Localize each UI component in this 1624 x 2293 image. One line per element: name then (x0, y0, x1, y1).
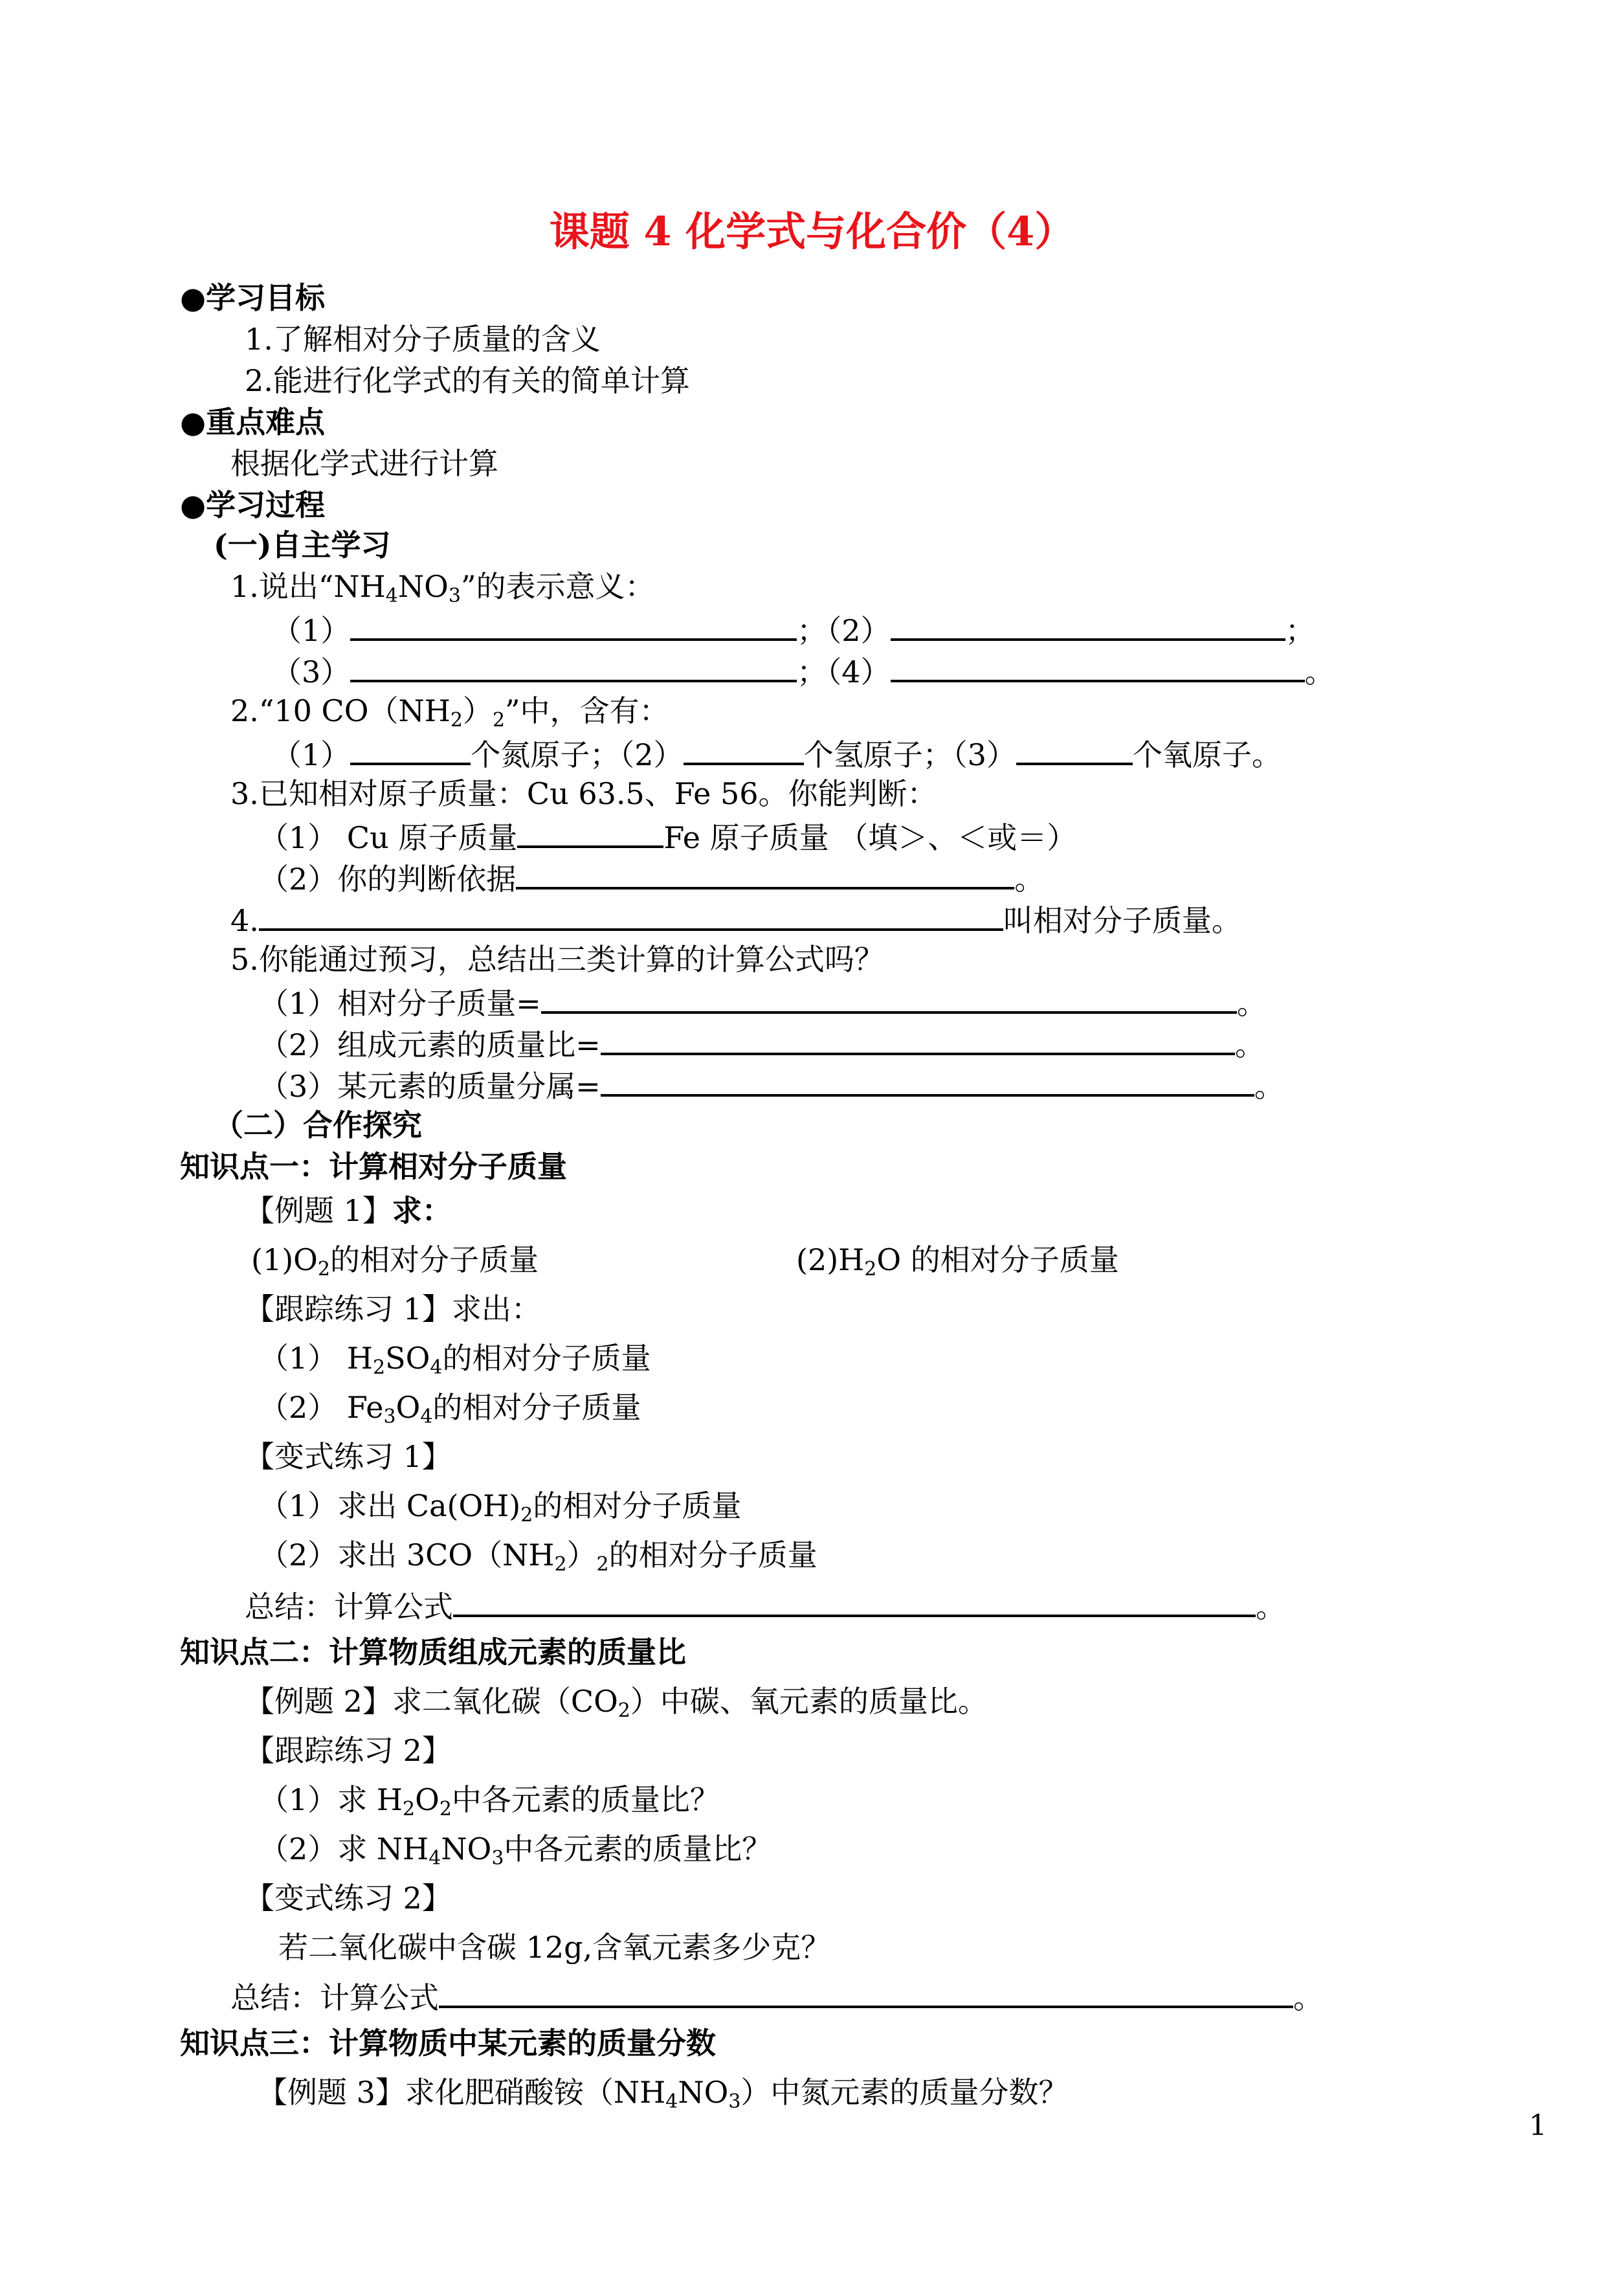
answer-blank[interactable] (891, 651, 1305, 682)
answer-blank[interactable] (891, 610, 1285, 641)
example-3: 【例题 3】求化肥硝酸铵$(NH_4NO_3)$中氮元素的质量分数？ (258, 2075, 1069, 2113)
question-2: 2.“10 $CO(NH_2)_2$”中，含有： (230, 693, 669, 732)
example-2: 【例题 2】求二氧化碳$(CO_2)$中碳、氧元素的质量比。 (245, 1684, 988, 1722)
page-title: 课题 4 化学式与化合价（4） (549, 208, 1075, 255)
variant-practice-1: 【变式练习 1】 (245, 1439, 452, 1474)
answer-blank[interactable] (517, 817, 663, 848)
section-key: ●重点难点 (180, 405, 326, 440)
track-practice-2-item-1: （1）求 $H_2O_2$中各元素的质量比？ (259, 1782, 720, 1820)
section-goals: ●学习目标 (180, 280, 326, 315)
summary-1: 总结：计算公式 。 (245, 1586, 1285, 1625)
question-3-row-2: （2）你的判断依据 。 (259, 858, 1044, 897)
knowledge-point-2: 知识点二：计算物质组成元素的质量比 (180, 1635, 686, 1670)
answer-blank[interactable] (259, 900, 1003, 931)
example-1-part-2: $(2)H_2O$ 的相对分子质量 (796, 1242, 1119, 1281)
track-practice-1-item-2: （2） $Fe_3O_4$的相对分子质量 (259, 1390, 641, 1428)
variant-practice-2: 【变式练习 2】 (245, 1881, 452, 1916)
question-5-row-1: （1）相对分子质量= 。 (259, 983, 1267, 1022)
question-4: 4. 叫相对分子质量。 (230, 900, 1241, 939)
track-practice-2: 【跟踪练习 2】 (245, 1733, 452, 1768)
track-practice-2-item-2: （2）求 $NH_4NO_3$中各元素的质量比？ (259, 1831, 772, 1870)
track-practice-1-item-1: （1） $H_2SO_4$的相对分子质量 (259, 1341, 651, 1379)
answer-blank[interactable] (601, 1024, 1235, 1055)
example-1-part-1: $(1)O_2$的相对分子质量 (251, 1242, 539, 1281)
answer-blank[interactable] (601, 1066, 1254, 1097)
knowledge-point-1: 知识点一：计算相对分子质量 (180, 1149, 567, 1184)
question-2-row: （1） 个氮原子；（2） 个氢原子；（3） 个氧原子。 (272, 734, 1282, 773)
section-process: ●学习过程 (180, 487, 326, 522)
answer-blank[interactable] (350, 610, 797, 641)
answer-blank[interactable] (439, 1977, 1293, 2008)
question-5-row-2: （2）组成元素的质量比= 。 (259, 1024, 1265, 1063)
summary-2: 总结：计算公式 。 (230, 1977, 1323, 2016)
section-coop: （二）合作探究 (214, 1108, 422, 1143)
variant-practice-1-item-2: （2）求出 $3CO(NH_2)_2$的相对分子质量 (259, 1538, 818, 1576)
knowledge-point-3: 知识点三：计算物质中某元素的质量分数 (180, 2026, 716, 2061)
track-practice-1: 【跟踪练习 1】求出： (245, 1292, 541, 1326)
goal-2: 2.能进行化学式的有关的简单计算 (245, 363, 690, 398)
variant-practice-2-item: 若二氧化碳中含碳 12g,含氧元素多少克？ (278, 1930, 831, 1965)
answer-blank[interactable] (516, 858, 1014, 889)
question-5: 5.你能通过预习，总结出三类计算的计算公式吗？ (230, 942, 884, 977)
goal-1: 1.了解相对分子质量的含义 (245, 322, 601, 357)
answer-blank[interactable] (350, 734, 471, 765)
answer-blank[interactable] (453, 1586, 1256, 1617)
question-3: 3.已知相对原子质量：Cu 63.5、Fe 56。你能判断： (230, 776, 937, 811)
page-number: 1 (1529, 2109, 1547, 2142)
question-3-row-1: （1） Cu 原子质量 Fe 原子质量 （填＞、＜或＝） (259, 817, 1076, 856)
answer-blank[interactable] (350, 651, 797, 682)
variant-practice-1-item-1: （1）求出 $Ca(OH)_2$的相对分子质量 (259, 1488, 742, 1527)
question-1: 1.说出“$NH_4NO_3$”的表示意义： (230, 569, 655, 607)
question-5-row-3: （3）某元素的质量分属= 。 (259, 1066, 1284, 1104)
question-1-row-2: （3） ；（4） 。 (272, 651, 1335, 690)
example-1: 【例题 1】求： (245, 1193, 452, 1228)
answer-blank[interactable] (684, 734, 804, 765)
key-text: 根据化学式进行计算 (230, 446, 498, 481)
question-1-row-1: （1） ；（2） ； (272, 610, 1315, 649)
answer-blank[interactable] (1016, 734, 1133, 765)
answer-blank[interactable] (541, 983, 1237, 1014)
section-self-study: (一)自主学习 (214, 528, 391, 563)
